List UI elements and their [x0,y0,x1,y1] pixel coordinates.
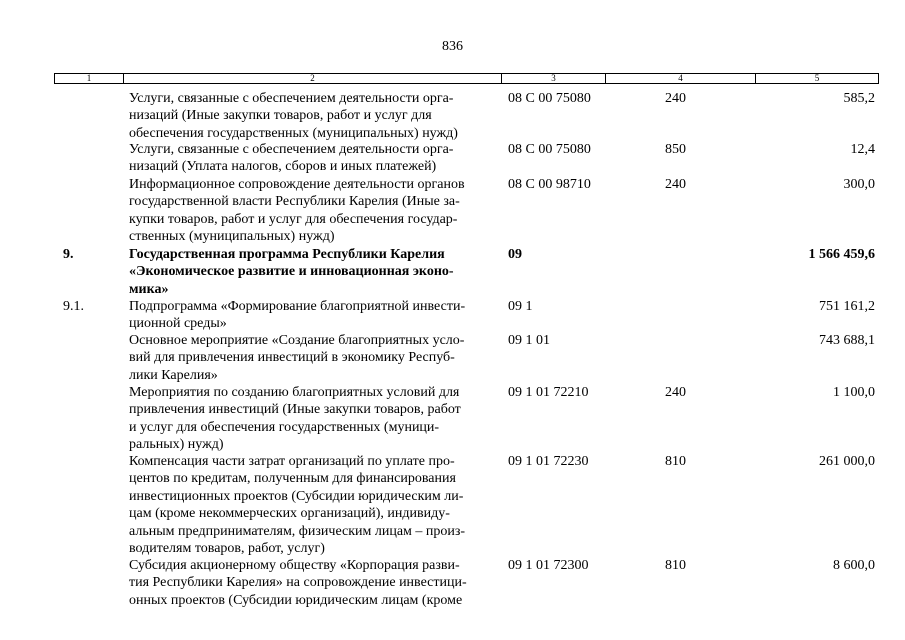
row-name: Информационное сопровождение деятельности органов государственной власти Республики Карелия (Иные за- купки товаров, работ и услуг для обеспечения государ- ственных (муниципальных) нужд) [129,177,465,245]
header-col-4: 4 [606,74,756,83]
row-code: 09 1 [508,299,533,314]
row-code: 09 1 01 [508,333,550,348]
row-type: 240 [665,177,686,192]
header-col-2: 2 [124,74,502,83]
row-code: 09 1 01 72300 [508,558,589,573]
row-name: Подпрограмма «Формирование благоприятной инвести- ционной среды» [129,299,466,332]
row-code: 09 [508,247,522,262]
row-type: 850 [665,142,686,157]
row-type: 810 [665,454,686,469]
row-code: 08 С 00 75080 [508,91,591,106]
row-code: 08 С 00 98710 [508,177,591,192]
table-header-row [54,73,879,84]
header-col-3: 3 [502,74,606,83]
row-amount: 261 000,0 [819,454,875,469]
row-amount: 12,4 [850,142,875,157]
row-amount: 585,2 [843,91,875,106]
row-type: 810 [665,558,686,573]
row-name: Государственная программа Республики Карелия «Экономическое развитие и инновационная эконо- мика» [129,247,454,297]
header-col-5: 5 [814,73,820,83]
row-amount: 1 566 459,6 [808,247,875,262]
row-name: Субсидия акционерному обществу «Корпорация разви- тия Республики Карелия» на сопровождение инвестици- онных проектов (Субсидии юридическим лицам (кроме [129,558,467,608]
row-amount: 751 161,2 [819,299,875,314]
row-name: Основное мероприятие «Создание благоприятных усло- вий для привлечения инвестиций в экономику Респуб- лики Карелия» [129,333,465,383]
row-number: 9.1. [63,299,84,314]
row-name: Компенсация части затрат организаций по уплате про- центов по кредитам, полученным для финансирования инвестиционных проектов (Субсидии юридическим ли- цам (кроме некоммерческих организаций), индивиду- альным предпринимателям, физическим лицам – произ- водителям товаров, работ, услуг) [129,454,466,557]
row-amount: 300,0 [843,177,875,192]
row-name: Мероприятия по созданию благоприятных условий для привлечения инвестиций (Иные закупки товаров, работ и услуг для обеспечения государственных (муници- pальных) нужд) [129,385,461,453]
row-code: 08 С 00 75080 [508,142,591,157]
row-amount: 743 688,1 [819,333,875,348]
row-amount: 1 100,0 [833,385,875,400]
row-code: 09 1 01 72230 [508,454,589,469]
page-number: 836 [442,39,463,54]
row-code: 09 1 01 72210 [508,385,589,400]
row-name: Услуги, связанные с обеспечением деятельности орга- низаций (Иные закупки товаров, работ и услуг для обеспечения государственных (муниципальных) нужд) [129,91,458,141]
row-number: 9. [63,247,74,262]
header-col-1: 1 [55,74,124,83]
row-name: Услуги, связанные с обеспечением деятельности орга- низаций (Уплата налогов, сборов и иных платежей) [129,142,454,175]
row-type: 240 [665,91,686,106]
row-amount: 8 600,0 [833,558,875,573]
row-type: 240 [665,385,686,400]
